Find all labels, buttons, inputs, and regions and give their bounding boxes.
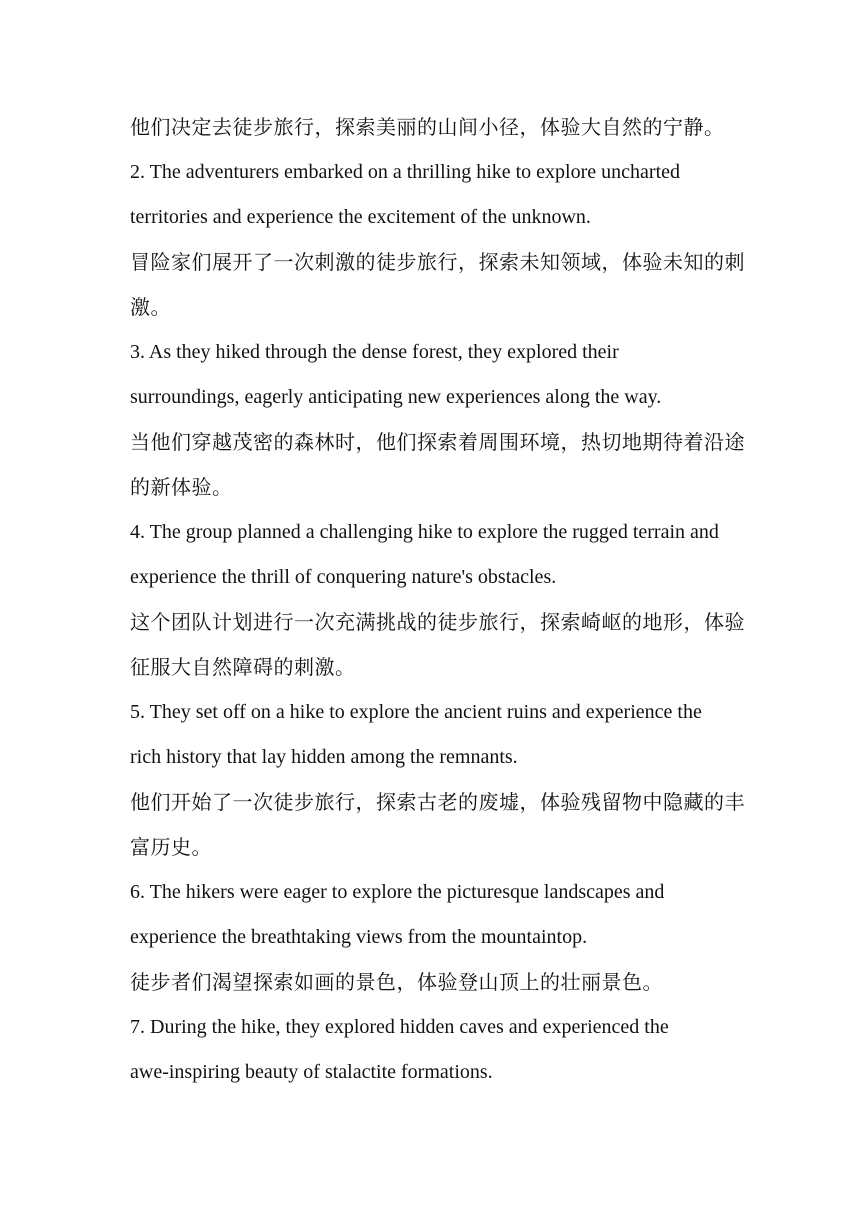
- chinese-translation-line: 冒险家们展开了一次刺激的徒步旅行，探索未知领域，体验未知的刺: [130, 250, 745, 274]
- english-sentence-line: experience the breathtaking views from the mountaintop.: [130, 926, 588, 948]
- english-sentence-line: rich history that lay hidden among the remnants.: [130, 746, 518, 768]
- english-sentence-line: 4. The group planned a challenging hike to explore the rugged terrain and: [130, 521, 719, 543]
- document-body: [130, 105, 745, 1095]
- chinese-translation-line: 的新体验。: [130, 475, 233, 499]
- english-sentence-line: surroundings, eagerly anticipating new experiences along the way.: [130, 386, 662, 408]
- english-sentence-line: 2. The adventurers embarked on a thrilling hike to explore uncharted: [130, 161, 680, 183]
- chinese-translation-line: 当他们穿越茂密的森林时，他们探索着周围环境，热切地期待着沿途: [130, 430, 745, 454]
- chinese-translation-line: 这个团队计划进行一次充满挑战的徒步旅行，探索崎岖的地形，体验: [130, 610, 745, 634]
- english-sentence-line: experience the thrill of conquering nature's obstacles.: [130, 566, 557, 588]
- chinese-translation-line: 激。: [130, 295, 171, 319]
- english-sentence-line: territories and experience the excitement of the unknown.: [130, 206, 591, 228]
- english-sentence-line: 7. During the hike, they explored hidden caves and experienced the: [130, 1016, 669, 1038]
- chinese-translation-line: 他们开始了一次徒步旅行，探索古老的废墟，体验残留物中隐藏的丰: [130, 790, 745, 814]
- english-sentence-line: 3. As they hiked through the dense forest, they explored their: [130, 341, 619, 363]
- chinese-translation-line: 徒步者们渴望探索如画的景色，体验登山顶上的壮丽景色。: [130, 970, 663, 994]
- chinese-translation-line: 他们决定去徒步旅行，探索美丽的山间小径，体验大自然的宁静。: [130, 115, 725, 139]
- english-sentence-line: 6. The hikers were eager to explore the picturesque landscapes and: [130, 881, 665, 903]
- english-sentence-line: awe-inspiring beauty of stalactite formations.: [130, 1061, 493, 1083]
- english-sentence-line: 5. They set off on a hike to explore the ancient ruins and experience the: [130, 701, 702, 723]
- chinese-translation-line: 征服大自然障碍的刺激。: [130, 655, 356, 679]
- chinese-translation-line: 富历史。: [130, 835, 212, 859]
